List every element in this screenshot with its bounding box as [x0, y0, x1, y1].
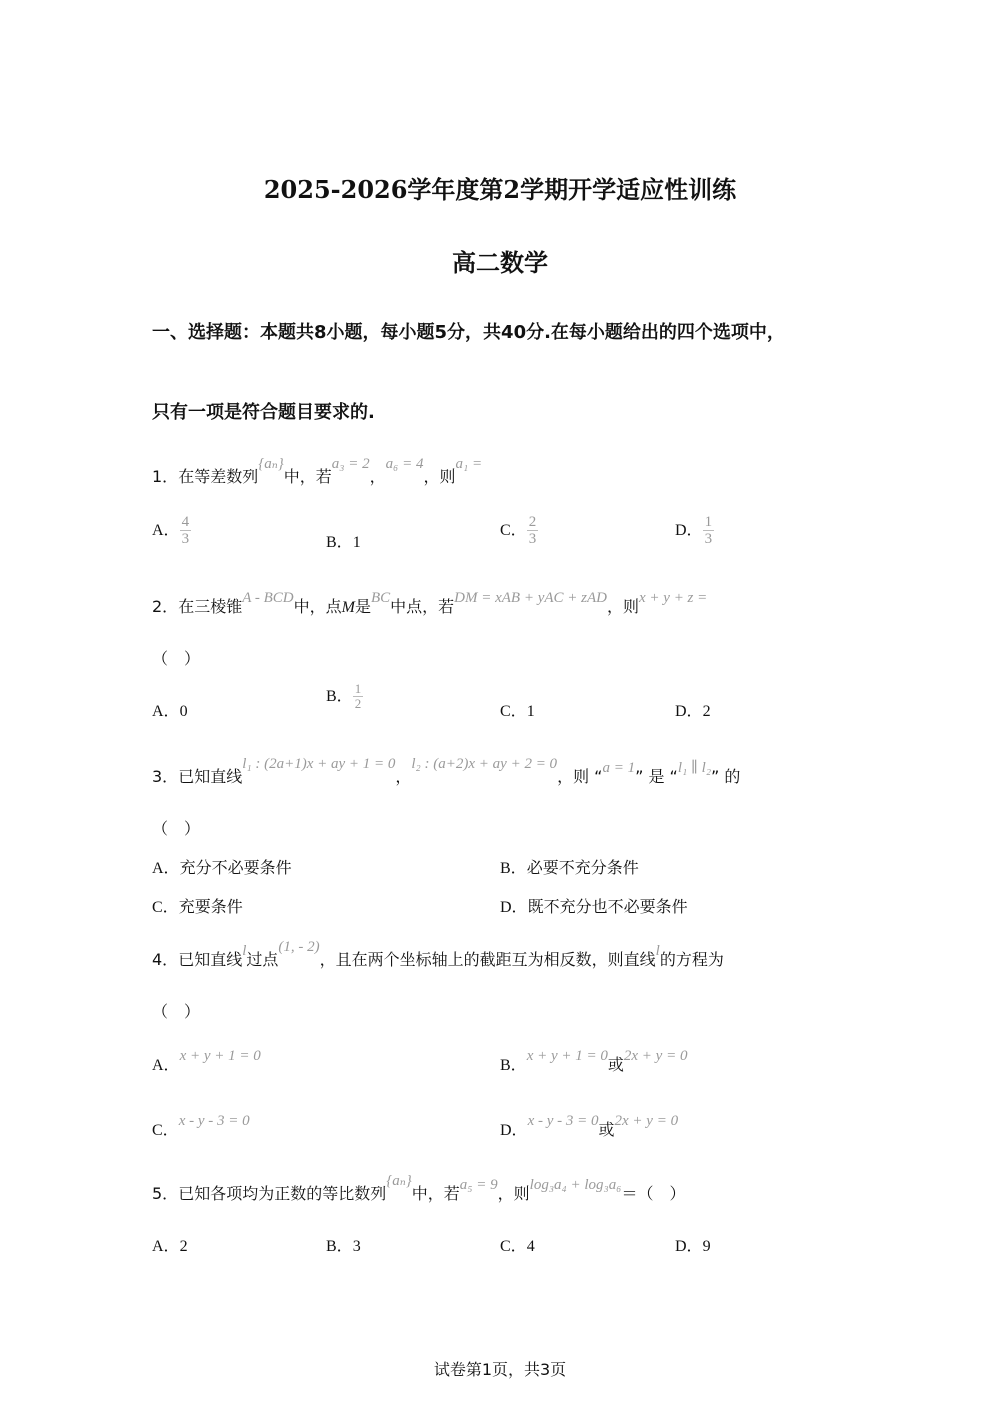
- question-number: 1．: [152, 467, 179, 486]
- option-value: 9: [702, 1238, 711, 1255]
- question-text: ” 的: [711, 767, 741, 786]
- question-text: 在等差数列: [178, 467, 259, 486]
- q4-option-c: [152, 1113, 250, 1140]
- math-expression: x + y + z =: [639, 590, 708, 606]
- option-label: C．: [500, 1238, 527, 1255]
- math-expression: a₆ = 4: [385, 456, 424, 472]
- q3-option-d: [500, 894, 688, 917]
- question-1: [152, 456, 483, 487]
- option-label: A．: [152, 1238, 180, 1255]
- math-expression: x + y + 1 = 0: [179, 1048, 261, 1064]
- option-label: A．: [152, 522, 180, 539]
- question-text: ，则 “: [557, 767, 603, 786]
- q4-option-a: [152, 1048, 261, 1075]
- q2-option-d: [675, 698, 711, 721]
- q1-option-d: [675, 514, 714, 547]
- q2-option-c: [500, 698, 535, 721]
- math-expression: BC: [370, 590, 391, 606]
- q4-option-b: [500, 1048, 688, 1075]
- option-text: 或: [607, 1055, 624, 1074]
- q1-option-b: [326, 529, 361, 552]
- question-text: 过点: [246, 950, 279, 969]
- math-expression: 2x + y = 0: [614, 1113, 679, 1129]
- math-expression: a = 1: [602, 760, 636, 776]
- q3-option-c: [152, 894, 243, 917]
- option-label: A．: [152, 703, 180, 720]
- q3-option-a: [152, 855, 292, 878]
- math-expression: {aₙ}: [258, 456, 284, 472]
- question-text: ＝（ ）: [621, 1184, 686, 1203]
- question-text: ，: [369, 467, 386, 486]
- option-label: D．: [675, 522, 703, 539]
- option-label: C．: [152, 899, 179, 916]
- q2-option-b: [326, 682, 363, 711]
- question-text: ，则: [423, 467, 456, 486]
- option-label: C．: [500, 522, 527, 539]
- option-value: 4: [526, 1238, 535, 1255]
- option-label: A．: [152, 1057, 180, 1074]
- question-text: ，则: [497, 1184, 530, 1203]
- question-number: 3．: [152, 767, 179, 786]
- fraction: $\frac{2}{3}$: [528, 514, 537, 547]
- answer-paren: （ ）: [152, 649, 201, 668]
- question-text: 已知直线: [178, 950, 243, 969]
- math-variable: M: [341, 599, 355, 616]
- question-text: ” 是 “: [635, 767, 678, 786]
- question-5: [152, 1173, 686, 1204]
- math-expression: a₅ = 9: [459, 1177, 498, 1193]
- section-heading-line1: 一、选择题：本题共8小题，每小题5分，共40分.在每小题给出的四个选项中，: [152, 322, 785, 343]
- subject-title: 高二数学: [452, 248, 548, 277]
- answer-paren: （ ）: [152, 819, 201, 838]
- question-text: 已知各项均为正数的等比数列: [178, 1184, 387, 1203]
- option-label: B．: [326, 688, 353, 705]
- q5-option-b: [326, 1233, 361, 1256]
- option-value: 1: [526, 703, 535, 720]
- math-expression: A - BCD: [242, 590, 294, 606]
- q4-option-d: [500, 1113, 679, 1140]
- option-value: 2: [179, 1238, 188, 1255]
- option-text: 或: [598, 1120, 615, 1139]
- math-expression: 2x + y = 0: [623, 1048, 688, 1064]
- option-label: D．: [675, 703, 703, 720]
- option-value: 充分不必要条件: [179, 858, 292, 877]
- math-expression: x + y + 1 = 0: [526, 1048, 608, 1064]
- q2-option-a: [152, 698, 188, 721]
- math-expression: l: [242, 943, 247, 959]
- option-label: C．: [500, 703, 527, 720]
- question-text: ，: [395, 767, 412, 786]
- option-label: B．: [500, 1057, 527, 1074]
- math-expression: l₂ : (a+2)x + ay + 2 = 0: [411, 756, 558, 772]
- math-expression: l₁ : (2a+1)x + ay + 1 = 0: [242, 756, 396, 772]
- question-4: [152, 939, 724, 970]
- fraction: $\frac{4}{3}$: [181, 514, 190, 547]
- question-2: [152, 590, 708, 617]
- option-label: C．: [152, 1122, 179, 1139]
- question-3: [152, 756, 741, 787]
- option-value: 0: [179, 703, 188, 720]
- math-expression: x - y - 3 = 0: [527, 1113, 599, 1129]
- exam-title: 2025-2026学年度第2学期开学适应性训练: [263, 175, 737, 204]
- fraction: $\frac{1}{3}$: [704, 514, 713, 547]
- question-text: 在三棱锥: [178, 597, 243, 616]
- q3-option-b: [500, 855, 639, 878]
- q1-option-c: [500, 514, 538, 547]
- section-heading-line2: 只有一项是符合题目要求的.: [152, 402, 375, 423]
- option-value: 2: [702, 703, 711, 720]
- question-text: 是: [354, 597, 371, 616]
- option-label: B．: [500, 860, 527, 877]
- question-text: 中点，若: [390, 597, 455, 616]
- question-text: 中，点: [293, 597, 342, 616]
- option-label: B．: [326, 534, 353, 551]
- option-value: 既不充分也不必要条件: [527, 897, 688, 916]
- question-text: ，且在两个坐标轴上的截距互为相反数，则直线: [319, 950, 656, 969]
- option-label: B．: [326, 1238, 353, 1255]
- math-expression: x - y - 3 = 0: [178, 1113, 250, 1129]
- q1-option-a: [152, 514, 191, 547]
- option-label: A．: [152, 860, 180, 877]
- option-label: D．: [675, 1238, 703, 1255]
- question-number: 2．: [152, 597, 179, 616]
- fraction: $\frac{1}{2}$: [354, 681, 362, 711]
- math-expression: log₃a₄ + log₃a₆: [529, 1177, 622, 1193]
- question-number: 4．: [152, 950, 179, 969]
- math-expression: l: [655, 943, 660, 959]
- option-value: 3: [352, 1238, 361, 1255]
- question-text: ，则: [606, 597, 639, 616]
- q5-option-c: [500, 1233, 535, 1256]
- question-text: 已知直线: [178, 767, 243, 786]
- page-footer: 试卷第1页，共3页: [433, 1360, 567, 1379]
- math-expression: {aₙ}: [386, 1173, 412, 1189]
- option-value: 1: [352, 534, 361, 551]
- question-text: 中，若: [283, 467, 332, 486]
- question-text: 的方程为: [659, 950, 724, 969]
- math-expression: DM = xAB + yAC + zAD: [454, 590, 607, 606]
- option-label: D．: [500, 899, 528, 916]
- q5-option-d: [675, 1233, 711, 1256]
- question-number: 5．: [152, 1184, 179, 1203]
- option-value: 必要不充分条件: [526, 858, 639, 877]
- question-text: 中，若: [411, 1184, 460, 1203]
- option-value: 充要条件: [178, 897, 243, 916]
- answer-paren: （ ）: [152, 1002, 201, 1021]
- option-label: D．: [500, 1122, 528, 1139]
- q5-option-a: [152, 1233, 188, 1256]
- math-expression: a₃ = 2: [331, 456, 370, 472]
- math-expression: a₁ =: [455, 456, 483, 472]
- math-expression: (1, - 2): [278, 939, 320, 955]
- math-expression: l₁ ∥ l₂: [677, 760, 712, 776]
